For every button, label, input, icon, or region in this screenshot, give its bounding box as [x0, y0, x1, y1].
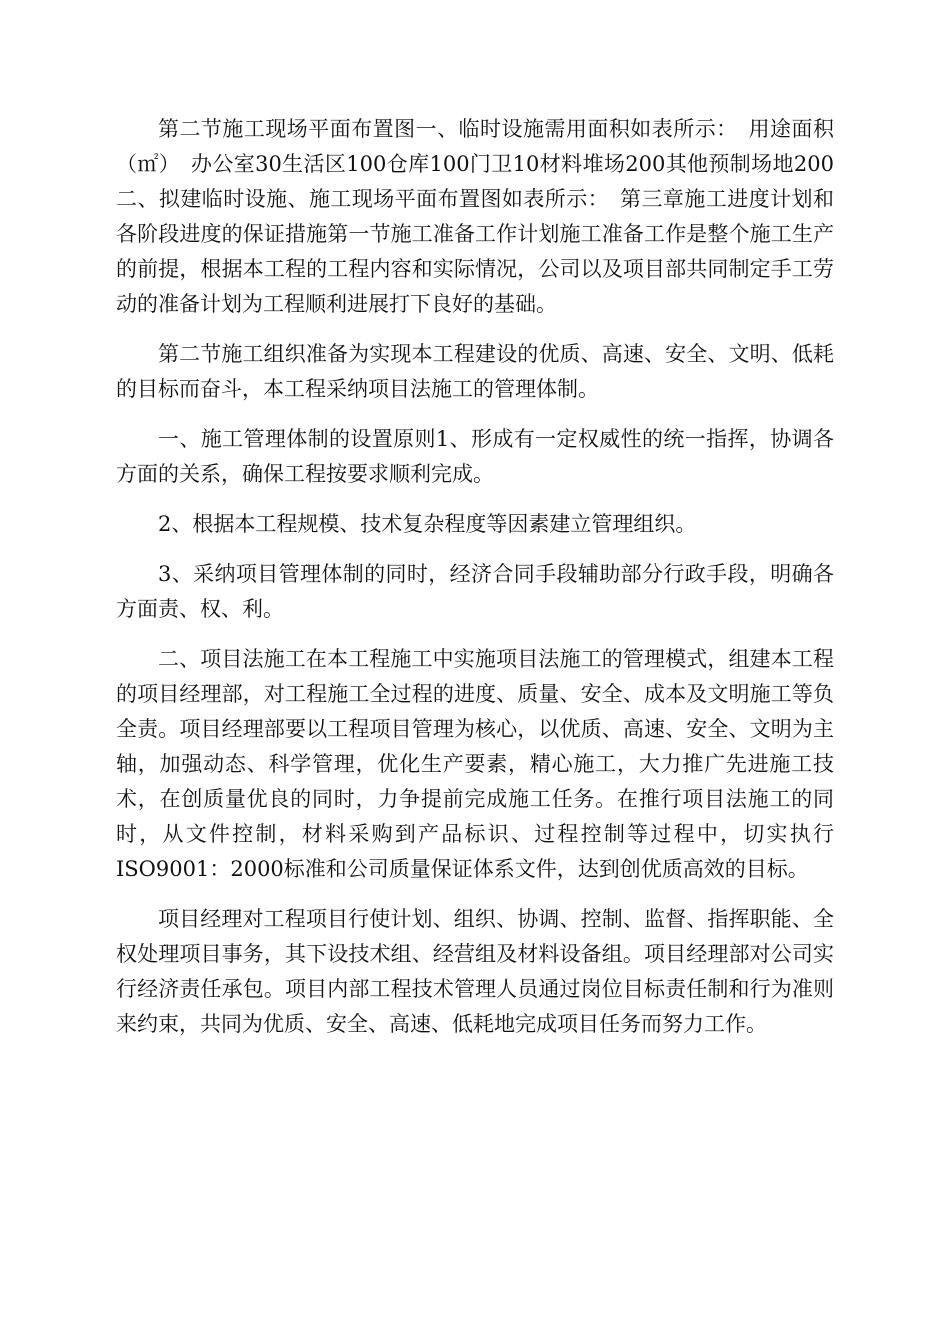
document-body: [116, 112, 834, 1057]
paragraph-project-method: 二、项目法施工在本工程施工中实施项目法施工的管理模式，组建本工程的项目经理部，对工程施工全过程的进度、质量、安全、成本及文明施工等负全责。项目经理部要以工程项目管理为核心，以优质、高速、安全、文明为主轴，加强动态、科学管理，优化生产要素，精心施工，大力推广先进施工技术，在创质量优良的同时，力争提前完成施工任务。在推行项目法施工的同时，从文件控制，材料采购到产品标识、过程控制等过程中，切实执行ISO9001：2000标准和公司质量保证体系文件，达到创优质高效的目标。: [116, 647, 834, 881]
paragraph-management-principle-1: 一、施工管理体制的设置原则1、形成有一定权威性的统一指挥，协调各方面的关系，确保工程按要求顺利完成。: [116, 427, 834, 486]
paragraph-project-manager: 项目经理对工程项目行使计划、组织、协调、控制、监督、指挥职能、全权处理项目事务，其下设技术组、经营组及材料设备组。项目经理部对公司实行经济责任承包。项目内部工程技术管理人员通过岗位目标责任制和行为准则来约束，共同为优质、安全、高速、低耗地完成项目任务而努力工作。: [116, 907, 834, 1036]
paragraph-site-layout: 第二节施工现场平面布置图一、临时设施需用面积如表所示： 用途面积（㎡） 办公室30生活区100仓库100门卫10材料堆场200其他预制场地200二、拟建临时设施、施工现场平面布置图如表所示： 第三章施工进度计划和各阶段进度的保证措施第一节施工准备工作计划施工准备工作是整个施工生产的前提，根据本工程的工程内容和实际情况，公司以及项目部共同制定手工劳动的准备计划为工程顺利进展打下良好的基础。: [116, 117, 834, 316]
paragraph-organization-prep: 第二节施工组织准备为实现本工程建设的优质、高速、安全、文明、低耗的目标而奋斗，本工程采纳项目法施工的管理体制。: [116, 342, 834, 401]
paragraph-management-principle-3: 3、采纳项目管理体制的同时，经济合同手段辅助部分行政手段，明确各方面责、权、利。: [116, 562, 834, 621]
paragraph-management-principle-2: 2、根据本工程规模、技术复杂程度等因素建立管理组织。: [158, 512, 697, 536]
